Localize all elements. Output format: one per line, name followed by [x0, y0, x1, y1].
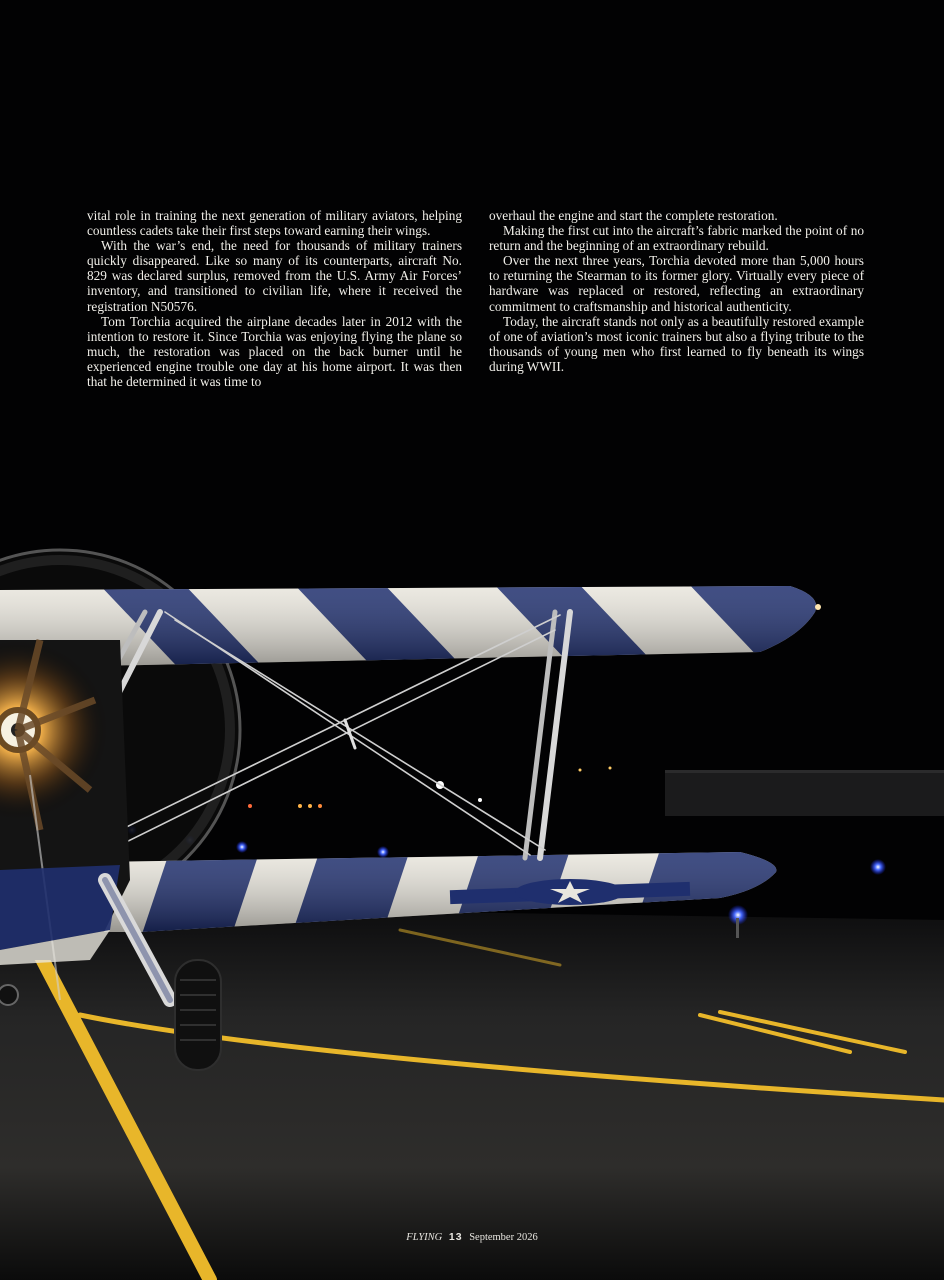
paragraph: vital role in training the next generation of military aviators, helping countless cadets take their first steps toward earning their wings.	[87, 208, 462, 239]
paragraph: Today, the aircraft stands not only as a beautifully restored example of one of aviation’s most iconic trainers but also a flying tribute to the thousands of young men who first learned to fly beneath its wings during WWII.	[489, 313, 864, 374]
paragraph: Making the first cut into the aircraft’s fabric marked the point of no return and the beginning of an extraordinary rebuild.	[489, 223, 864, 254]
paragraph: Over the next three years, Torchia devoted more than 5,000 hours to returning the Stearman to its former glory. Virtually every piece of hardware was replaced or restored, reflecting an extraordinary commitment to craftsmanship and historical authenticity.	[489, 253, 864, 314]
page-footer	[0, 1231, 944, 1243]
paragraph: Tom Torchia acquired the airplane decades later in 2012 with the intention to restore it. Since Torchia was enjoying flying the plane so much, the restoration was placed on the back burner until he experienced engine trouble one day at his home airport. It was then that he determined it was time to	[87, 313, 462, 390]
paragraph: overhaul the engine and start the complete restoration.	[489, 208, 778, 223]
hangar	[665, 770, 944, 816]
page-number: 13	[448, 1231, 463, 1243]
magazine-name: FLYING	[406, 1232, 443, 1243]
issue-date: September 2026	[469, 1232, 538, 1243]
paragraph: With the war’s end, the need for thousands of military trainers quickly disappeared. Like so many of its counterparts, aircraft No. 829 was declared surplus, removed from the U.S. Army Air Forces’ inventory, and transitioned to civilian life, where it received the registration N50576.	[87, 238, 462, 314]
distant-lights	[248, 767, 612, 809]
article-column-right	[489, 208, 864, 374]
article-column-left	[87, 208, 462, 389]
upper-wing	[0, 580, 830, 680]
